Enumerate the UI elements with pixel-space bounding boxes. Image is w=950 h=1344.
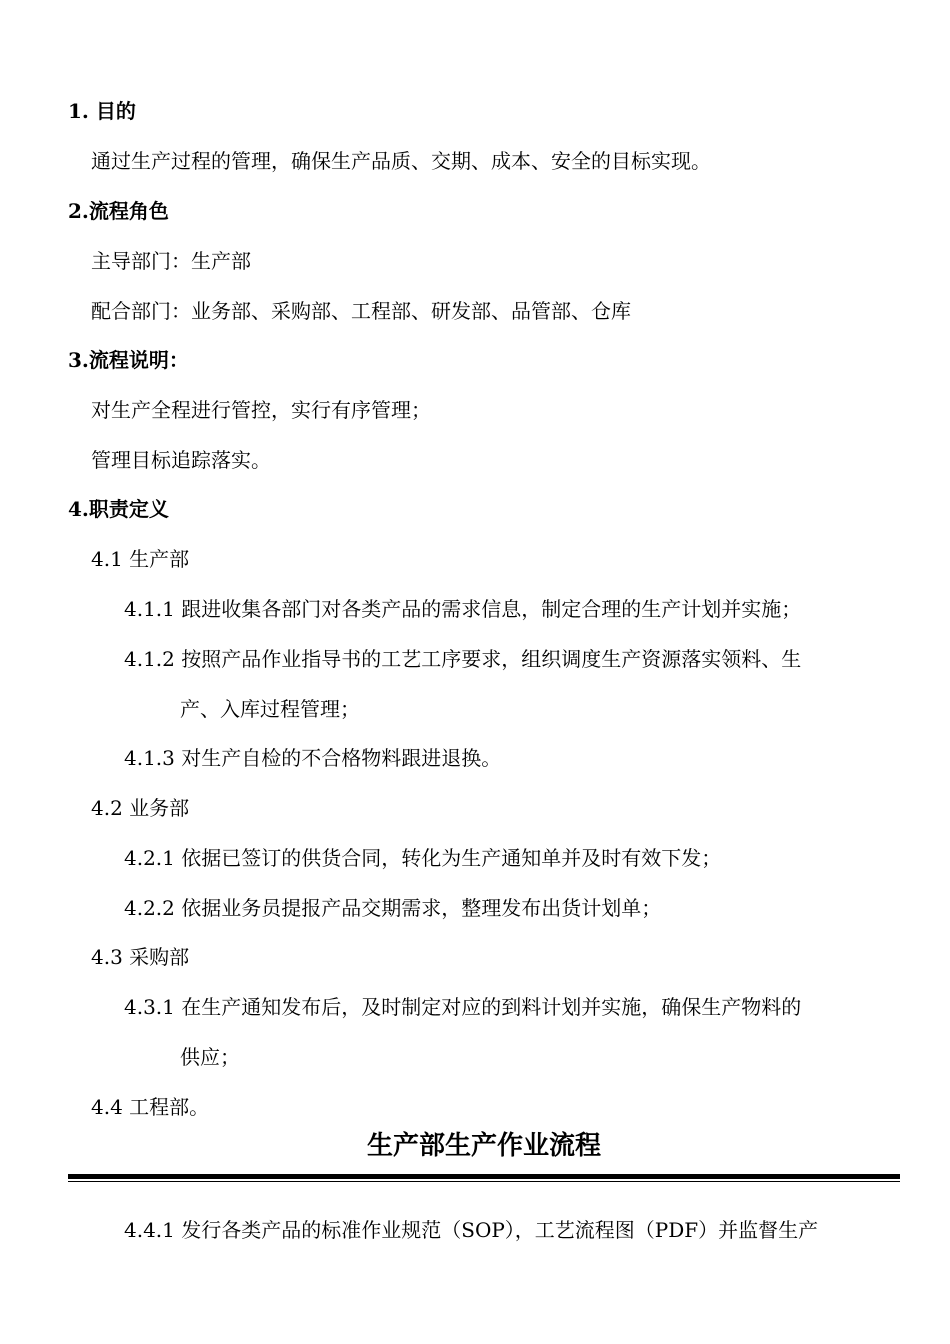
title-rule-thick [68, 1174, 900, 1179]
section-3-line-2: 管理目标追踪落实。 [91, 448, 271, 472]
item-4-1-2-continued: 产、入库过程管理； [180, 697, 360, 721]
section-4-heading: 4.职责定义 [68, 497, 169, 521]
section-1-heading: 1. 目的 [68, 99, 136, 123]
document-title: 生产部生产作业流程 [366, 1131, 601, 1161]
item-4-3-1: 4.3.1 在生产通知发布后，及时制定对应的到料计划并实施，确保生产物料的 [124, 995, 802, 1019]
subsection-4-3: 4.3 采购部 [91, 945, 190, 969]
section-3-line-1: 对生产全程进行管控，实行有序管理； [91, 398, 431, 422]
item-4-2-2: 4.2.2 依据业务员提报产品交期需求，整理发布出货计划单； [124, 896, 662, 920]
subsection-4-2: 4.2 业务部 [91, 796, 190, 820]
title-rule-thin [68, 1181, 900, 1182]
subsection-4-4: 4.4 工程部。 [91, 1095, 210, 1119]
item-4-4-1: 4.4.1 发行各类产品的标准作业规范（SOP），工艺流程图（PDF）并监督生产 [124, 1218, 819, 1242]
item-4-1-3: 4.1.3 对生产自检的不合格物料跟进退换。 [124, 746, 502, 770]
section-3-heading: 3.流程说明： [68, 348, 189, 372]
item-4-3-1-continued: 供应； [180, 1045, 240, 1069]
assisting-departments: 配合部门：业务部、采购部、工程部、研发部、品管部、仓库 [91, 299, 631, 323]
subsection-4-1: 4.1 生产部 [91, 547, 190, 571]
item-4-2-1: 4.2.1 依据已签订的供货合同，转化为生产通知单并及时有效下发； [124, 846, 722, 870]
section-1-text: 通过生产过程的管理，确保生产品质、交期、成本、安全的目标实现。 [91, 149, 711, 173]
lead-department: 主导部门：生产部 [91, 249, 251, 273]
section-2-heading: 2.流程角色 [68, 199, 169, 223]
item-4-1-2: 4.1.2 按照产品作业指导书的工艺工序要求，组织调度生产资源落实领料、生 [124, 647, 802, 671]
item-4-1-1: 4.1.1 跟进收集各部门对各类产品的需求信息，制定合理的生产计划并实施； [124, 597, 802, 621]
